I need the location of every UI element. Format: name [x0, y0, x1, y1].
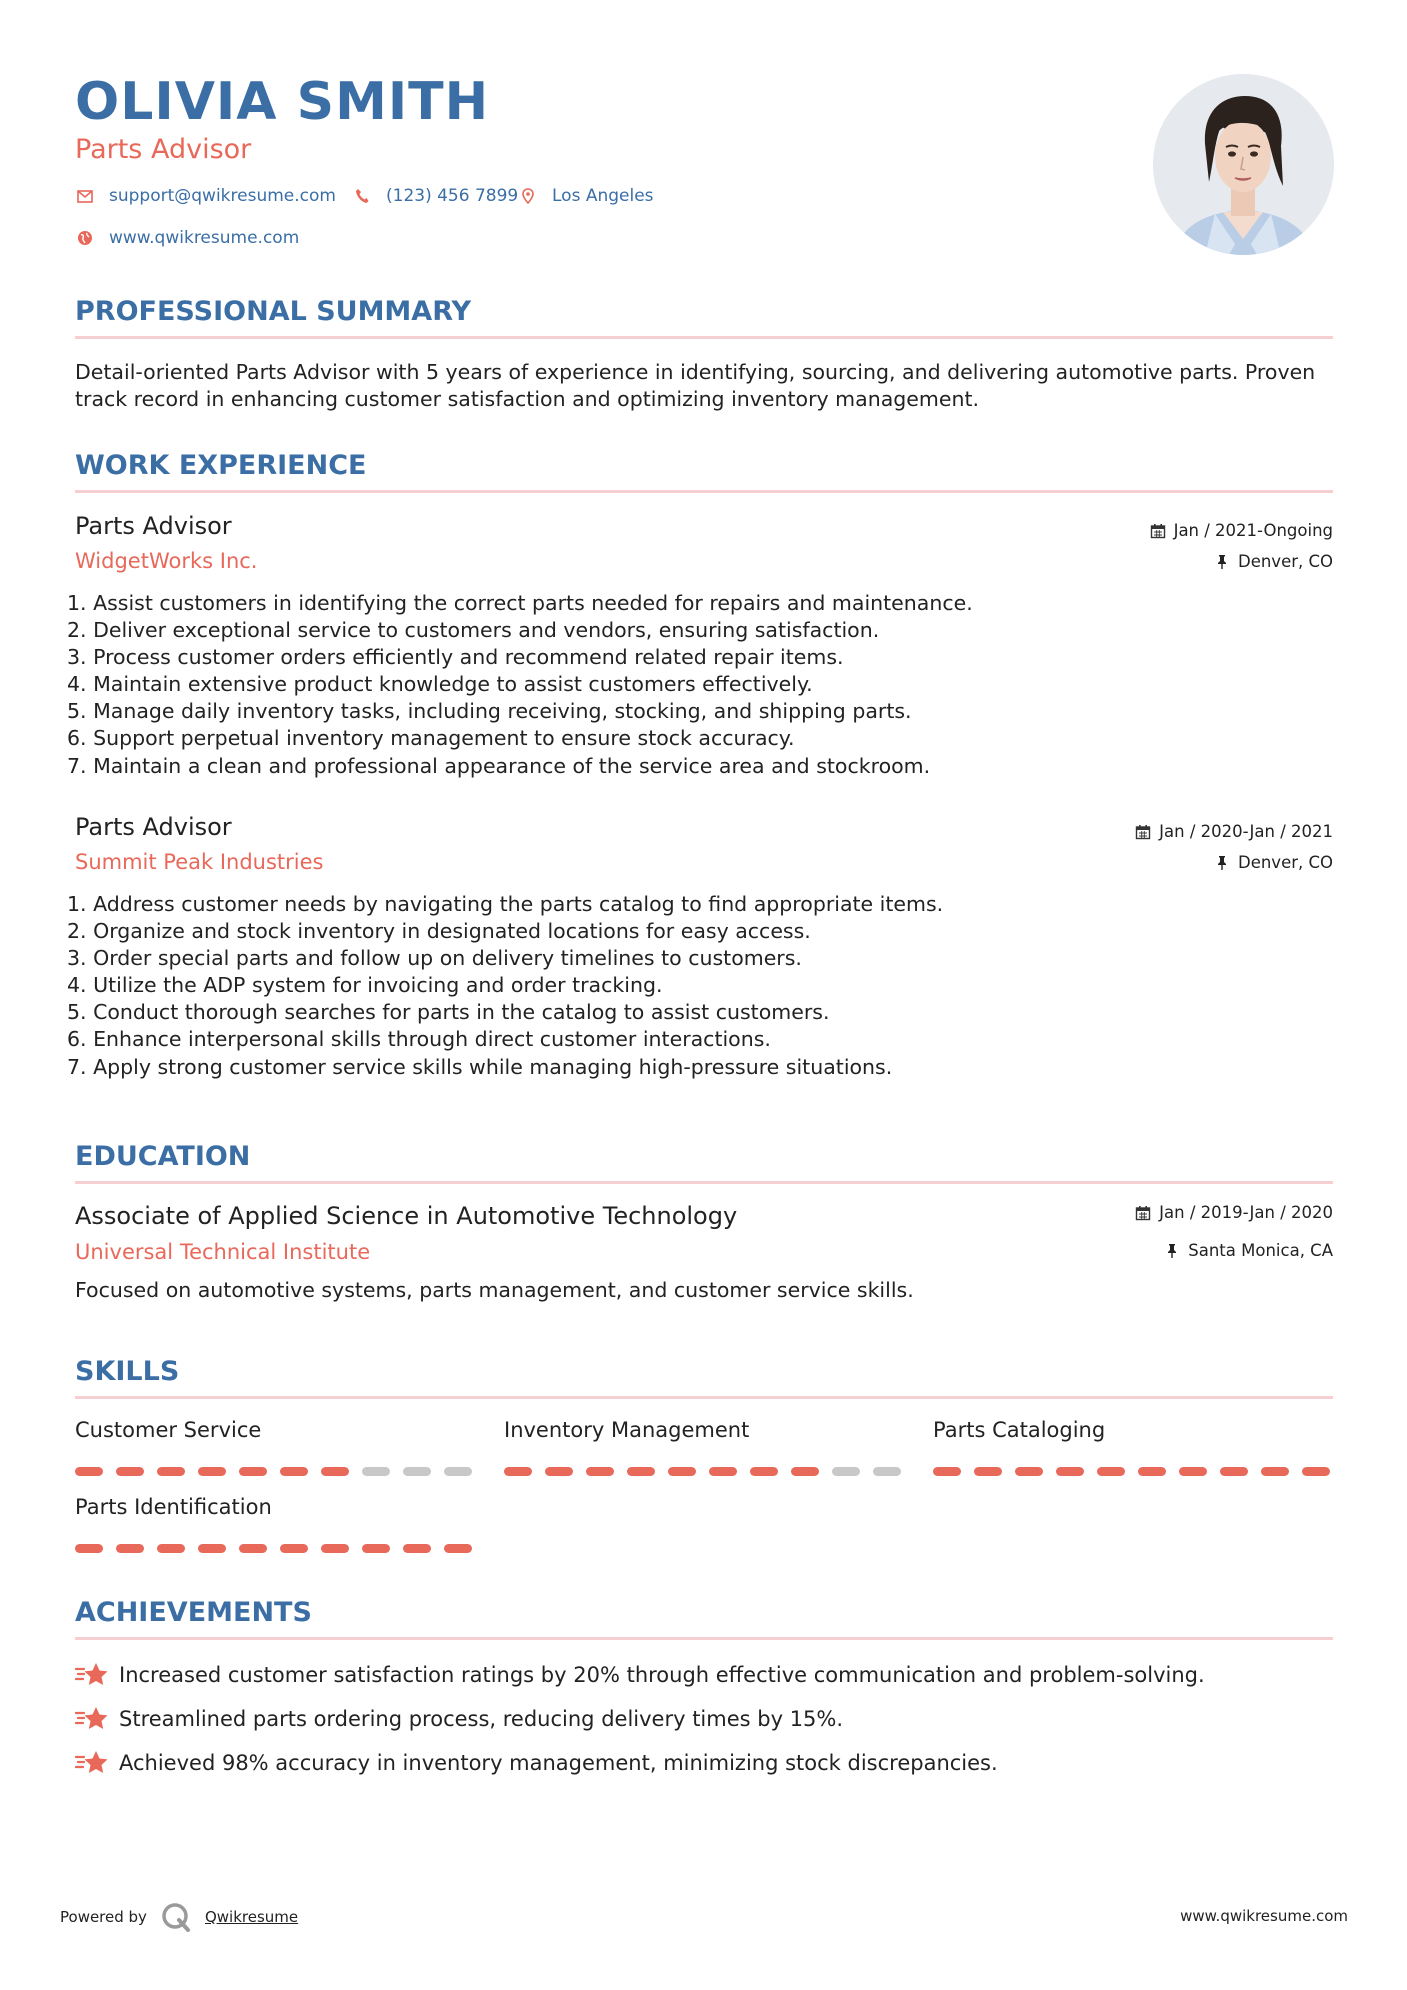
skill-4-rating [75, 1544, 472, 1553]
education-divider [75, 1181, 1333, 1184]
skills-divider [75, 1396, 1333, 1399]
rating-dash-filled [1015, 1467, 1043, 1476]
email-text[interactable]: support@qwikresume.com [109, 186, 336, 206]
list-item: 4. Maintain extensive product knowledge to assist customers effectively. [67, 672, 813, 697]
job-2-location-text: Denver, CO [1237, 853, 1333, 872]
achievement-2-text: Streamlined parts ordering process, reducing delivery times by 15%. [119, 1707, 844, 1731]
phone-icon [352, 186, 372, 206]
job-1-location [1214, 552, 1333, 571]
location-text: Los Angeles [552, 186, 654, 206]
rating-dash-empty [403, 1467, 431, 1476]
footer-url[interactable]: www.qwikresume.com [1180, 1907, 1348, 1925]
contact-phone[interactable] [352, 186, 518, 206]
skill-2-label: Inventory Management [504, 1418, 750, 1442]
rating-dash-filled [444, 1544, 472, 1553]
job-2-dates-text: Jan / 2020-Jan / 2021 [1159, 822, 1333, 841]
job-2-company: Summit Peak Industries [75, 850, 324, 874]
education-location-text: Santa Monica, CA [1188, 1241, 1333, 1260]
job-1-dates-text: Jan / 2021-Ongoing [1173, 521, 1333, 540]
list-item: 3. Process customer orders efficiently and recommend related repair items. [67, 645, 844, 670]
summary-line-1: Detail-oriented Parts Advisor with 5 years of experience in identifying, sourcing, and delivering automotive parts. Proven [75, 360, 1316, 384]
rating-dash-filled [75, 1544, 103, 1553]
achievement-3-text: Achieved 98% accuracy in inventory management, minimizing stock discrepancies. [119, 1751, 998, 1775]
summary-divider [75, 336, 1333, 339]
achievement-1 [75, 1660, 1205, 1690]
rating-dash-filled [750, 1467, 778, 1476]
star-icon [75, 1704, 109, 1734]
mail-icon [75, 186, 95, 206]
experience-divider [75, 490, 1333, 493]
rating-dash-filled [709, 1467, 737, 1476]
achievement-3 [75, 1748, 998, 1778]
list-item: 6. Support perpetual inventory management to ensure stock accuracy. [67, 726, 795, 751]
education-dates [1135, 1203, 1333, 1222]
rating-dash-filled [239, 1467, 267, 1476]
job-2-bullets [67, 891, 943, 1081]
rating-dash-filled [1302, 1467, 1330, 1476]
job-2-title: Parts Advisor [75, 813, 232, 841]
star-icon [75, 1748, 109, 1778]
rating-dash-filled [1261, 1467, 1289, 1476]
rating-dash-filled [198, 1544, 226, 1553]
candidate-name: OLIVIA SMITH [75, 72, 490, 132]
achievement-2 [75, 1704, 843, 1734]
rating-dash-empty [832, 1467, 860, 1476]
education-dates-text: Jan / 2019-Jan / 2020 [1159, 1203, 1333, 1222]
list-item: 3. Order special parts and follow up on delivery timelines to customers. [67, 946, 802, 971]
skills-heading: SKILLS [75, 1356, 180, 1387]
education-school: Universal Technical Institute [75, 1240, 371, 1264]
job-1-title: Parts Advisor [75, 512, 232, 540]
star-icon [75, 1660, 109, 1690]
list-item: 2. Deliver exceptional service to customers and vendors, ensuring satisfaction. [67, 618, 880, 643]
rating-dash-filled [239, 1544, 267, 1553]
summary-line-2: track record in enhancing customer satisfaction and optimizing inventory management. [75, 387, 980, 411]
list-item: 5. Manage daily inventory tasks, including receiving, stocking, and shipping parts. [67, 699, 912, 724]
list-item: 7. Apply strong customer service skills while managing high-pressure situations. [67, 1054, 893, 1079]
calendar-icon [1135, 824, 1151, 840]
rating-dash-empty [873, 1467, 901, 1476]
rating-dash-filled [586, 1467, 614, 1476]
rating-dash-filled [668, 1467, 696, 1476]
website-text[interactable]: www.qwikresume.com [109, 228, 300, 248]
rating-dash-filled [1056, 1467, 1084, 1476]
education-heading: EDUCATION [75, 1141, 251, 1172]
summary-heading: PROFESSIONAL SUMMARY [75, 296, 472, 327]
list-item: 1. Address customer needs by navigating the parts catalog to find appropriate items. [67, 892, 944, 916]
contact-email[interactable] [75, 186, 336, 206]
qwikresume-logo-icon [161, 1902, 191, 1932]
rating-dash-filled [116, 1467, 144, 1476]
powered-by-label: Powered by [60, 1908, 147, 1926]
list-item: 5. Conduct thorough searches for parts in the catalog to assist customers. [67, 1000, 830, 1025]
job-1-location-text: Denver, CO [1237, 552, 1333, 571]
job-1-bullets [67, 590, 973, 780]
list-item: 7. Maintain a clean and professional appearance of the service area and stockroom. [67, 753, 931, 778]
rating-dash-filled [280, 1544, 308, 1553]
rating-dash-filled [791, 1467, 819, 1476]
experience-heading: WORK EXPERIENCE [75, 450, 367, 481]
rating-dash-filled [1179, 1467, 1207, 1476]
rating-dash-filled [974, 1467, 1002, 1476]
rating-dash-filled [1138, 1467, 1166, 1476]
pushpin-icon [1214, 855, 1230, 871]
qwikresume-link[interactable]: Qwikresume [204, 1908, 299, 1926]
rating-dash-filled [403, 1544, 431, 1553]
globe-icon [75, 228, 95, 248]
skill-1-rating [75, 1467, 472, 1476]
job-2-dates [1135, 822, 1333, 841]
skill-4-label: Parts Identification [75, 1495, 272, 1519]
rating-dash-filled [504, 1467, 532, 1476]
rating-dash-filled [321, 1467, 349, 1476]
achievements-heading: ACHIEVEMENTS [75, 1597, 312, 1628]
job-2-location [1214, 853, 1333, 872]
rating-dash-filled [362, 1544, 390, 1553]
rating-dash-filled [545, 1467, 573, 1476]
rating-dash-filled [280, 1467, 308, 1476]
rating-dash-filled [116, 1544, 144, 1553]
rating-dash-empty [444, 1467, 472, 1476]
rating-dash-filled [627, 1467, 655, 1476]
pushpin-icon [1164, 1243, 1180, 1259]
education-degree: Associate of Applied Science in Automotive Technology [75, 1202, 738, 1230]
list-item: 2. Organize and stock inventory in designated locations for easy access. [67, 919, 811, 944]
pushpin-icon [1214, 554, 1230, 570]
rating-dash-filled [1220, 1467, 1248, 1476]
calendar-icon [1135, 1205, 1151, 1221]
list-item: 1. Assist customers in identifying the correct parts needed for repairs and maintenance. [67, 591, 973, 615]
location-pin-icon [518, 186, 538, 206]
rating-dash-filled [1097, 1467, 1125, 1476]
rating-dash-empty [362, 1467, 390, 1476]
skill-3-rating [933, 1467, 1330, 1476]
list-item: 4. Utilize the ADP system for invoicing and order tracking. [67, 973, 663, 998]
rating-dash-filled [157, 1544, 185, 1553]
job-1-company: WidgetWorks Inc. [75, 549, 258, 573]
contact-website[interactable] [75, 228, 299, 248]
calendar-icon [1150, 523, 1166, 539]
rating-dash-filled [321, 1544, 349, 1553]
rating-dash-filled [198, 1467, 226, 1476]
skill-2-rating [504, 1467, 901, 1476]
profile-photo [1153, 74, 1334, 255]
rating-dash-filled [75, 1467, 103, 1476]
job-1-dates [1150, 521, 1333, 540]
rating-dash-filled [933, 1467, 961, 1476]
list-item: 6. Enhance interpersonal skills through direct customer interactions. [67, 1027, 771, 1052]
candidate-role: Parts Advisor [75, 134, 252, 165]
phone-text[interactable]: (123) 456 7899 [386, 186, 519, 206]
skill-1-label: Customer Service [75, 1418, 262, 1442]
skill-3-label: Parts Cataloging [933, 1418, 1106, 1442]
contact-location [518, 186, 654, 206]
achievements-divider [75, 1637, 1333, 1640]
achievement-1-text: Increased customer satisfaction ratings by 20% through effective communication and problem-solving. [119, 1663, 1205, 1687]
education-location [1164, 1241, 1333, 1260]
education-description: Focused on automotive systems, parts management, and customer service skills. [75, 1278, 914, 1302]
rating-dash-filled [157, 1467, 185, 1476]
footer-powered-by [60, 1902, 298, 1932]
